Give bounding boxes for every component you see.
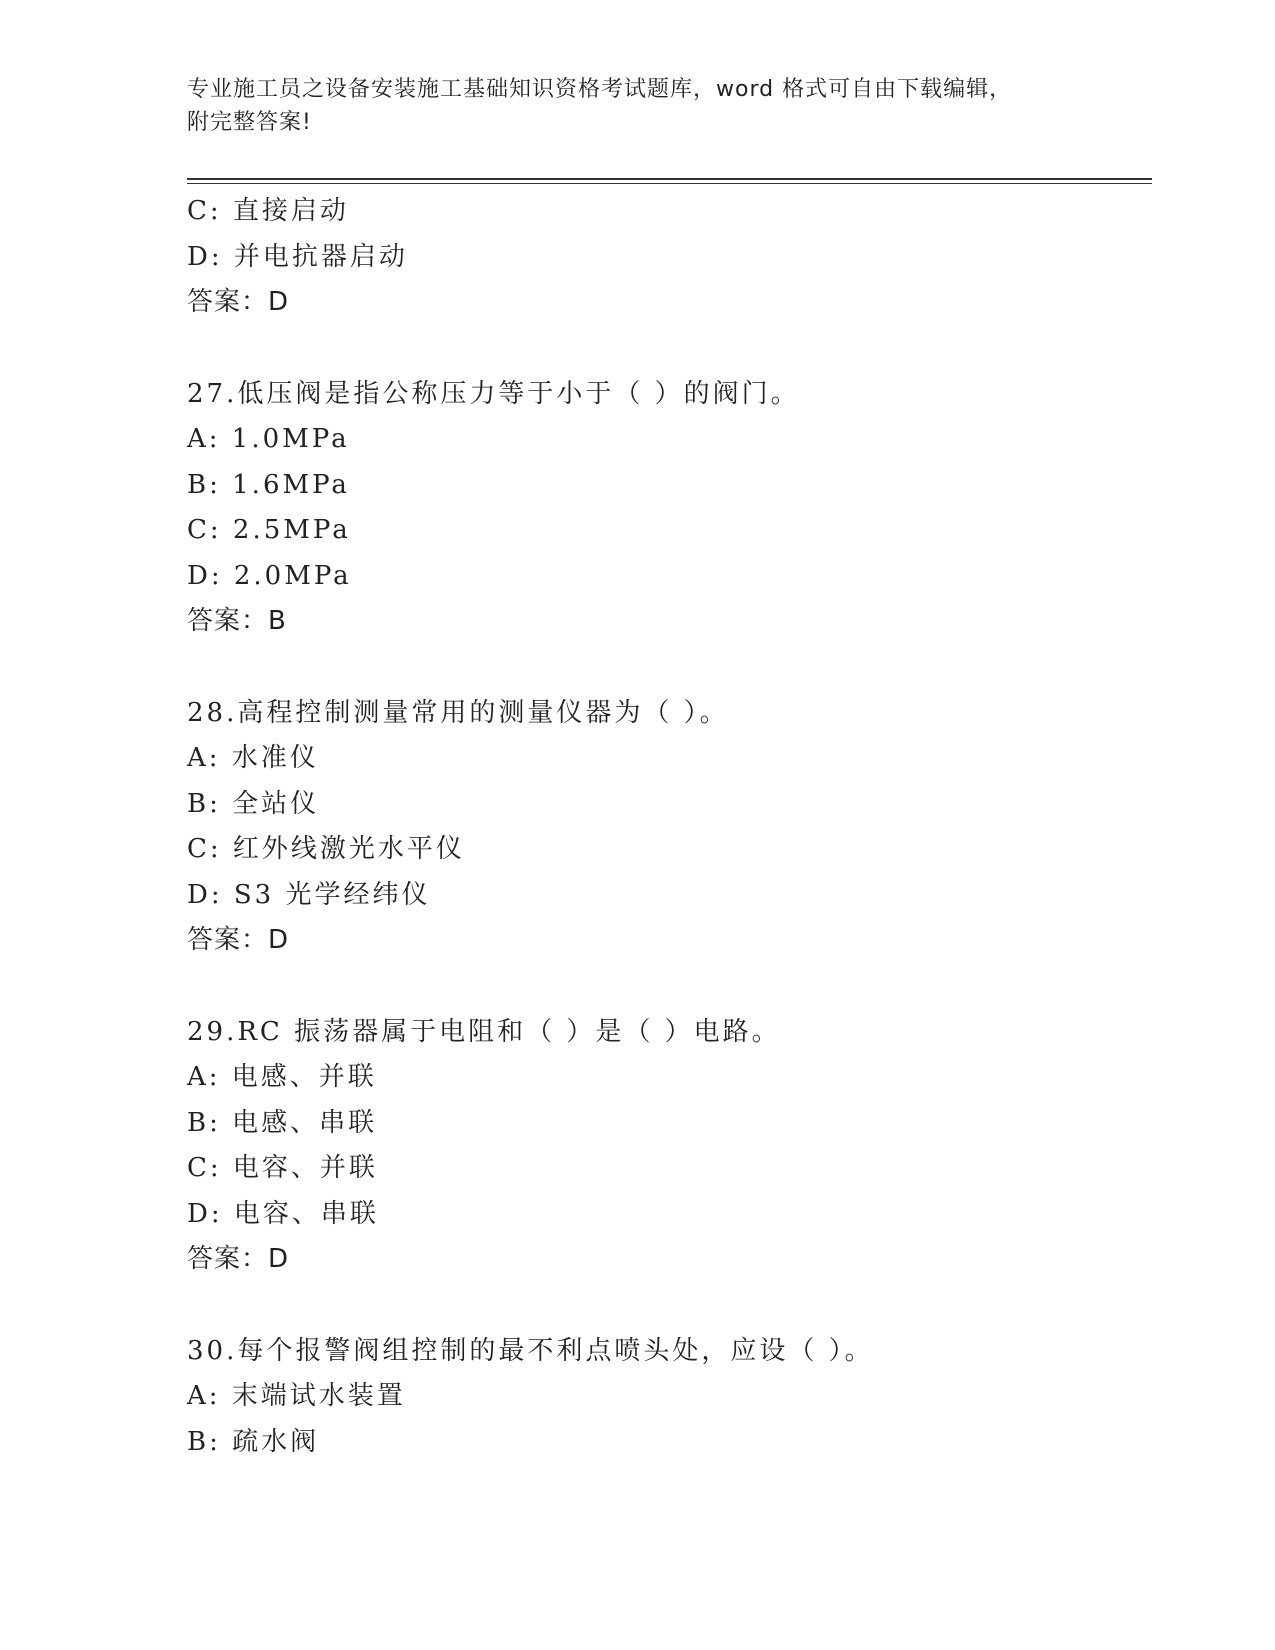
answer-label: 答案：D: [187, 1244, 290, 1274]
spacer: [187, 326, 1152, 372]
option-b: B: 电感、串联: [187, 1107, 378, 1138]
question-list: [187, 189, 1152, 1465]
option-a: A: 1.0MPa: [187, 424, 350, 454]
answer-label: 答案：D: [187, 287, 290, 317]
question-stem: 29.RC 振荡器属于电阻和（ ）是（ ）电路。: [187, 1016, 781, 1047]
option-c: C: 直接启动: [187, 196, 349, 226]
header-divider-top: [187, 178, 1152, 180]
question-28: [187, 691, 1152, 964]
answer-label: 答案：D: [187, 925, 290, 955]
spacer: [187, 964, 1152, 1010]
header-divider-bottom: [187, 183, 1152, 184]
spacer: [187, 645, 1152, 691]
question-29: [187, 1010, 1152, 1283]
option-d: D: 2.0MPa: [187, 560, 352, 591]
header-line-2: 附完整答案!: [187, 110, 312, 135]
question-26-tail: [187, 189, 1152, 326]
option-b: B: 疏水阀: [187, 1426, 320, 1457]
option-a: A: 电感、并联: [187, 1062, 377, 1092]
option-a: A: 水准仪: [187, 743, 319, 773]
page-header: [187, 73, 1087, 139]
option-d: D: 并电抗器启动: [187, 241, 408, 272]
option-d: D: S3 光学经纬仪: [187, 879, 431, 910]
spacer: [187, 1283, 1152, 1329]
option-b: B: 1.6MPa: [187, 469, 350, 500]
option-b: B: 全站仪: [187, 788, 320, 819]
header-line-1: 专业施工员之设备安装施工基础知识资格考试题库，word 格式可自由下载编辑，: [187, 77, 1013, 102]
question-stem: 28.高程控制测量常用的测量仪器为（ ）。: [187, 697, 729, 728]
question-stem: 30.每个报警阀组控制的最不利点喷头处，应设（ ）。: [187, 1335, 874, 1366]
question-stem: 27.低压阀是指公称压力等于小于（ ）的阀门。: [187, 378, 800, 409]
question-30: [187, 1329, 1152, 1466]
question-27: [187, 372, 1152, 645]
option-d: D: 电容、串联: [187, 1198, 379, 1229]
answer-label: 答案：B: [187, 606, 287, 636]
option-c: C: 2.5MPa: [187, 515, 351, 545]
option-a: A: 末端试水装置: [187, 1381, 406, 1411]
option-c: C: 电容、并联: [187, 1153, 378, 1183]
option-c: C: 红外线激光水平仪: [187, 834, 465, 864]
